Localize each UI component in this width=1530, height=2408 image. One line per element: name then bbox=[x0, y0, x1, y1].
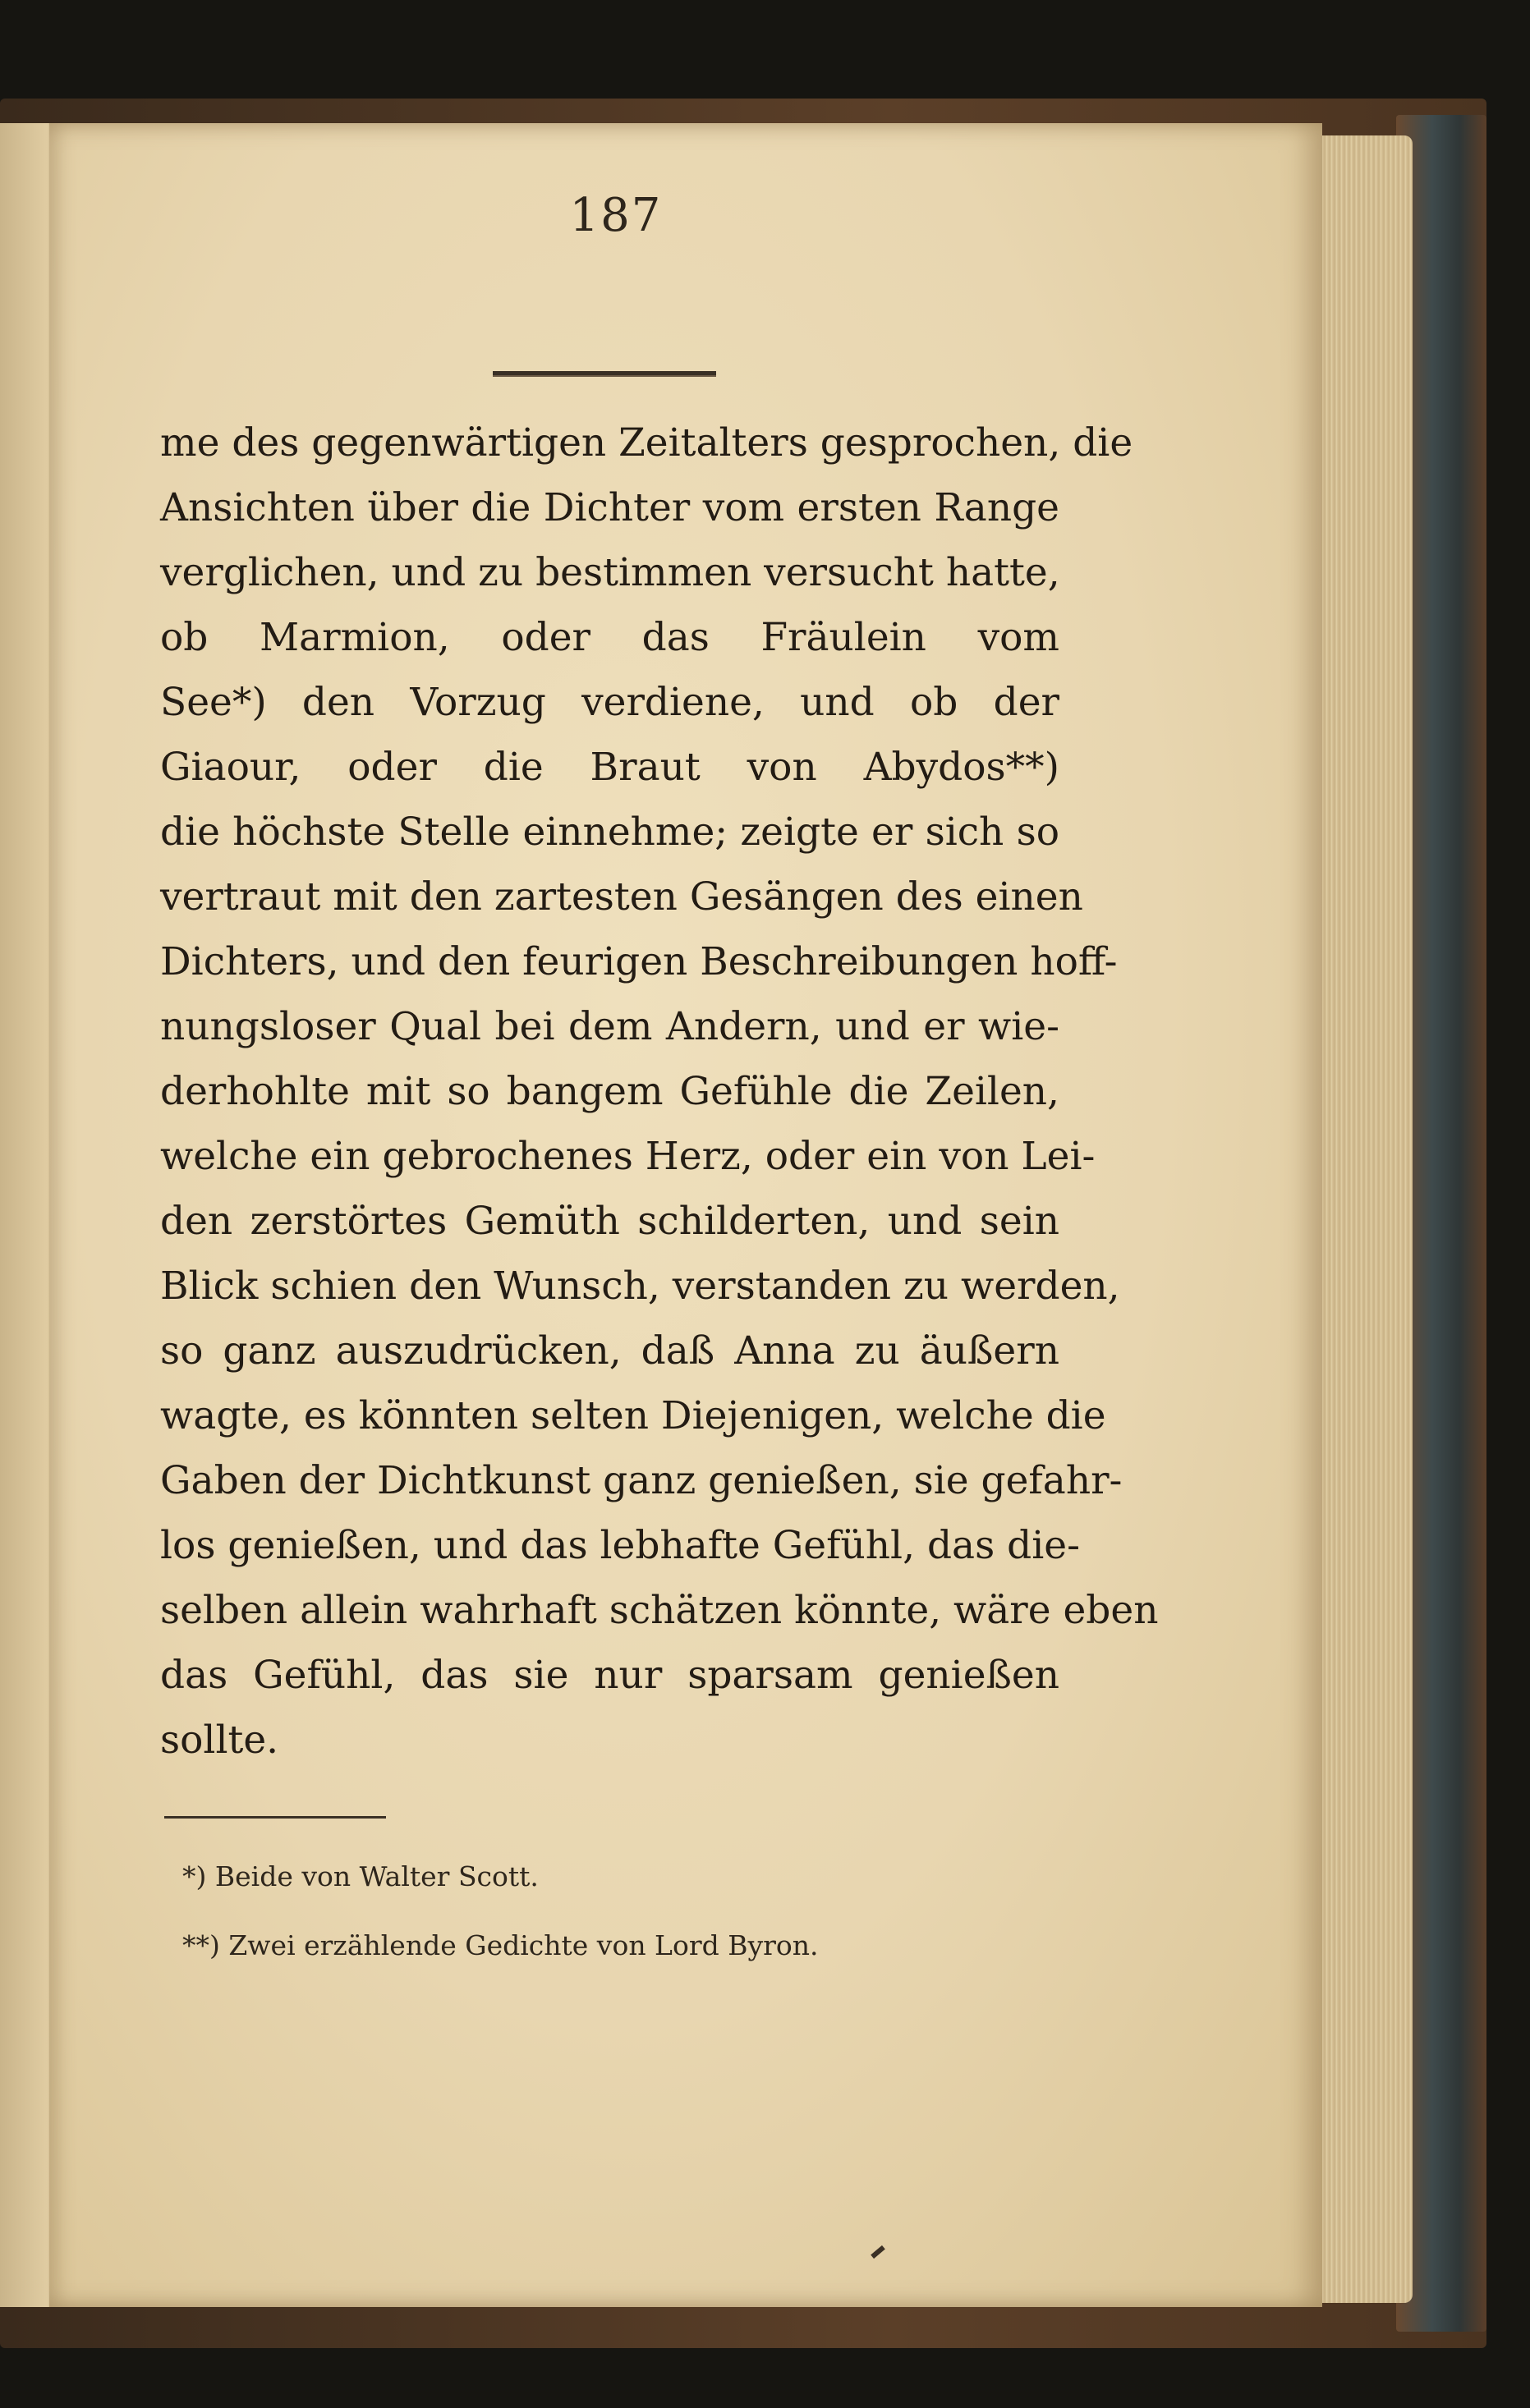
text-line: Giaour, oder die Braut von Abydos**) bbox=[160, 745, 1059, 790]
text-line: los genießen, und das lebhafte Gefühl, das die- bbox=[160, 1523, 1080, 1568]
text-line: Gaben der Dichtkunst ganz genießen, sie gefahr- bbox=[160, 1458, 1123, 1503]
text-line: nungsloser Qual bei dem Andern, und er wie- bbox=[160, 1004, 1059, 1049]
footnote-mark: *) bbox=[182, 1860, 207, 1892]
footnote-text: Zwei erzählende Gedichte von Lord Byron. bbox=[228, 1929, 819, 1961]
footnote-mark: **) bbox=[182, 1929, 220, 1961]
text-line: Ansichten über die Dichter vom ersten Range bbox=[160, 485, 1059, 530]
text-line: die höchste Stelle einnehme; zeigte er sich so bbox=[160, 810, 1059, 855]
footnote bbox=[182, 1860, 539, 1892]
text-line: wagte, es könnten selten Diejenigen, welche die bbox=[160, 1393, 1106, 1438]
footnote bbox=[182, 1929, 819, 1961]
header-rule bbox=[493, 371, 716, 377]
body-text bbox=[160, 411, 1159, 1773]
text-line: See*) den Vorzug verdiene, und ob der bbox=[160, 680, 1059, 725]
text-line: Blick schien den Wunsch, verstanden zu werden, bbox=[160, 1264, 1120, 1309]
footnote-text: Beide von Walter Scott. bbox=[214, 1860, 539, 1892]
footnote-rule bbox=[164, 1816, 386, 1819]
text-line: me des gegenwärtigen Zeitalters gesprochen, die bbox=[160, 420, 1133, 466]
text-line: vertraut mit den zartesten Gesängen des einen bbox=[160, 874, 1083, 920]
text-line: so ganz auszudrücken, daß Anna zu äußern bbox=[160, 1328, 1059, 1374]
text-line: derhohlte mit so bangem Gefühle die Zeilen, bbox=[160, 1069, 1059, 1114]
text-line: den zerstörtes Gemüth schilderten, und sein bbox=[160, 1199, 1059, 1244]
text-line: welche ein gebrochenes Herz, oder ein von Lei- bbox=[160, 1134, 1096, 1179]
page-number: 187 bbox=[569, 189, 663, 242]
text-line: das Gefühl, das sie nur sparsam genießen bbox=[160, 1653, 1059, 1698]
text-line: Dichters, und den feurigen Beschreibungen hoff- bbox=[160, 939, 1118, 984]
text-line: verglichen, und zu bestimmen versucht hatte, bbox=[160, 550, 1060, 595]
text-line: selben allein wahrhaft schätzen könnte, wäre eben bbox=[160, 1588, 1159, 1633]
text-line: ob Marmion, oder das Fräulein vom bbox=[160, 615, 1059, 660]
text-line: sollte. bbox=[160, 1718, 279, 1763]
